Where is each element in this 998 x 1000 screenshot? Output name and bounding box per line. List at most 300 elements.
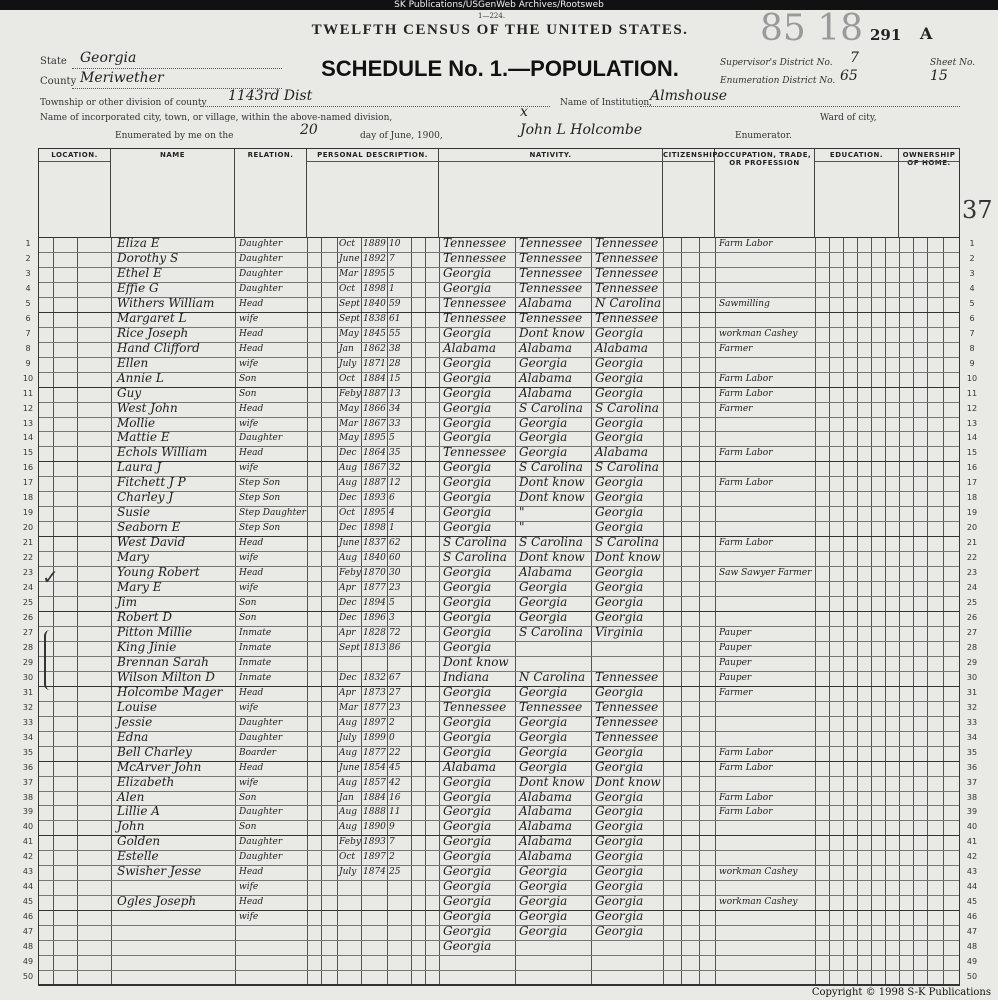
birthplace-mother: Tennessee [595,729,659,744]
birthplace-mother: Georgia [595,520,644,535]
age-cell: 30 [389,568,401,579]
birth-year: 1857 [363,777,386,788]
table-row [22,789,978,806]
education-header: EDUCATION. [815,149,899,237]
birthplace-father: Georgia [519,430,568,445]
institution-label: Name of Institution, [560,98,653,108]
birthplace-mother: Georgia [595,385,644,400]
enum-district-value: 65 [840,68,858,84]
birth-month: Dec [339,523,357,534]
table-row [25,280,975,297]
birth-year: 1897 [363,717,386,728]
table-row [22,714,978,731]
birth-month: Sept [339,298,360,309]
person-name: Guy [117,385,142,400]
sheet-label: Sheet No. [930,58,976,68]
person-name: Mary [117,550,149,565]
birth-month: Oct [339,852,356,863]
birthplace-person: Georgia [443,744,492,759]
birth-year: 1838 [363,313,386,324]
birthplace-father: Georgia [519,744,568,759]
birthplace-person: Alabama [443,340,497,355]
relation-cell: Son [239,388,257,399]
birthplace-father: Alabama [519,789,573,804]
birth-year: 1845 [363,328,386,339]
birthplace-mother: Georgia [595,819,644,834]
row-number: 45 [22,897,34,907]
occupation-cell: Pauper [719,672,752,683]
birthplace-mother: Georgia [595,759,644,774]
row-number-right: 9 [969,358,975,368]
birth-year: 1895 [363,433,386,444]
birth-year: 1873 [363,687,386,698]
occupation-header: OCCUPATION, TRADE, OR PROFESSION [715,149,815,237]
person-name: Effie G [117,280,159,295]
occupation-cell: Farmer [719,343,753,354]
township-label: Township or other division of county [40,98,207,108]
birth-year: 1898 [363,523,386,534]
occupation-cell: Farm Labor [719,538,773,549]
row-number-right: 28 [966,642,978,652]
birthplace-mother: Georgia [595,505,644,520]
age-cell: 55 [389,328,401,339]
city-label: Name of incorporated city, town, or village, within the above-named division, [40,113,393,123]
table-row [22,610,978,626]
row-number: 42 [22,852,34,862]
copyright: Copyright © 1998 S-K Publications [809,987,994,998]
census-title: TWELFTH CENSUS OF THE UNITED STATES. [311,22,689,38]
birth-year: 1889 [363,239,386,249]
citizenship-header: CITIZENSHIP. [663,149,715,237]
birth-year: 1877 [363,583,386,594]
occupation-cell: workman Cashey [719,328,798,339]
institution-value: Almshouse [650,88,727,104]
birthplace-father: S Carolina [519,535,583,550]
birth-month: Dec [339,613,357,623]
table-row [22,654,978,671]
row-number: 50 [22,972,34,982]
age-cell: 4 [389,508,395,519]
row-number-right: 40 [966,822,978,832]
birthplace-person: Georgia [443,864,492,879]
row-number-right: 14 [966,433,978,443]
birthplace-father: Georgia [519,714,568,729]
age-cell: 9 [389,822,395,833]
relation-cell: wife [239,418,259,429]
occupation-cell: workman Cashey [719,897,798,908]
table-row [22,460,978,476]
person-name: Mattie E [117,430,170,445]
birthplace-father: Georgia [519,879,568,894]
table-row [22,400,978,417]
relation-cell: Inmate [239,657,272,668]
occupation-cell: Farm Labor [719,792,773,803]
birth-year: 1899 [363,732,386,743]
relation-cell: Head [239,867,264,878]
table-row [22,669,978,686]
birthplace-person: Georgia [443,505,492,520]
birthplace-person: Georgia [443,849,492,864]
birthplace-mother: Georgia [595,355,644,370]
ward-label: Ward of city, [820,113,877,123]
age-cell: 42 [389,777,401,788]
age-cell: 22 [389,747,401,758]
birthplace-person: S Carolina [443,535,507,550]
birth-month: Feby [339,568,361,579]
table-body [22,236,978,985]
relation-cell: Daughter [239,807,283,818]
birth-year: 1884 [363,373,386,384]
birthplace-father: Dont know [519,550,585,565]
person-name: Estelle [117,849,159,864]
row-number: 16 [22,463,34,473]
person-name: Edna [117,729,149,744]
row-number: 10 [22,373,34,383]
person-name: Golden [117,834,161,849]
birth-month: Dec [339,493,357,504]
row-number-right: 23 [966,568,978,578]
enumerator-label: Enumerator. [735,131,792,141]
age-cell: 12 [389,478,401,489]
birth-year: 1898 [363,283,386,294]
birthplace-father: Alabama [519,834,573,849]
age-cell: 35 [389,448,401,459]
birth-year: 1864 [363,448,386,459]
row-number-right: 34 [966,732,978,742]
table-row [22,445,978,461]
row-number: 3 [25,268,31,278]
birthplace-father: Dont know [519,490,585,505]
row-number: 39 [22,807,34,817]
birth-year: 1877 [363,747,386,758]
row-number: 9 [25,358,31,368]
birthplace-mother: Tennessee [595,280,659,295]
age-cell: 38 [389,343,401,354]
row-number-right: 42 [966,852,978,862]
age-cell: 11 [389,807,401,818]
row-number: 12 [22,403,34,413]
birthplace-father: Georgia [519,445,568,460]
row-number-right: 45 [966,897,978,907]
enumerated-prefix: Enumerated by me on the [115,131,234,141]
person-name: Dorothy S [117,250,179,265]
age-cell: 59 [389,298,401,309]
birthplace-father: Georgia [519,355,568,370]
birthplace-mother: Georgia [595,565,644,580]
birthplace-person: Georgia [443,714,492,729]
age-cell: 5 [389,598,395,609]
person-name: Annie L [117,370,164,385]
birth-month: May [339,328,359,339]
age-cell: 23 [389,583,401,594]
birthplace-father: Georgia [519,610,568,624]
row-number: 49 [22,957,34,967]
birthplace-father: Georgia [519,864,568,879]
person-name: Jim [117,595,138,610]
relation-cell: Head [239,568,264,579]
birth-month: July [339,358,357,369]
row-number: 22 [22,553,34,563]
row-rule [39,984,959,985]
row-number: 32 [22,702,34,712]
person-name: Rice Joseph [117,325,189,340]
birth-month: Mar [339,418,358,429]
birth-month: Feby [339,388,361,399]
birthplace-person: Georgia [443,879,492,894]
occupation-cell: Farm Labor [719,239,773,249]
birthplace-mother: Tennessee [595,714,659,729]
birthplace-person: Georgia [443,430,492,445]
birthplace-father: Dont know [519,774,585,789]
row-number-right: 10 [966,373,978,383]
birth-month: Sept [339,313,360,324]
table-row [22,849,978,865]
relation-cell: wife [239,777,259,788]
birthplace-person: Georgia [443,834,492,849]
birth-year: 1893 [363,837,386,848]
age-cell: 15 [389,373,401,384]
person-name: Ellen [117,355,149,370]
row-number-right: 20 [966,523,978,533]
relation-cell: Son [239,613,257,623]
birth-month: Mar [339,268,358,279]
table-row [22,535,978,551]
birth-year: 1888 [363,807,386,818]
birthplace-father: Georgia [519,729,568,744]
birthplace-mother: Georgia [595,909,644,924]
birth-year: 1832 [363,672,386,683]
row-number-right: 15 [966,448,978,458]
table-row [22,819,978,835]
table-row [22,804,978,820]
birth-month: Apr [339,583,356,594]
row-number: 46 [22,912,34,922]
person-name: Fitchett J P [117,475,186,490]
table-row [22,595,978,611]
row-number: 47 [22,927,34,937]
sheet-value: 15 [930,68,948,84]
row-number-right: 3 [969,268,975,278]
birthplace-mother: Georgia [595,879,644,894]
birthplace-mother: Tennessee [595,310,659,325]
person-name: Robert D [117,610,173,624]
relation-cell: Step Daughter [239,508,306,519]
table-row [22,520,978,536]
birthplace-person: Georgia [443,565,492,580]
age-cell: 0 [389,732,395,743]
birth-month: Feby [339,837,361,848]
table-row [22,624,978,641]
person-name: Bell Charley [117,744,192,759]
bracket-mark [44,630,62,690]
relation-cell: Daughter [239,837,283,848]
row-number: 23 [22,568,34,578]
birthplace-person: Tennessee [443,445,507,460]
birth-month: Aug [339,463,358,474]
birthplace-person: Indiana [443,669,490,684]
occupation-cell: Farm Labor [719,762,773,773]
birthplace-father: Georgia [519,684,568,699]
state-value: Georgia [80,50,137,66]
birth-year: 1871 [363,358,386,369]
row-number-right: 22 [966,553,978,563]
relation-cell: Head [239,897,264,908]
table-row [22,580,978,596]
row-number-right: 25 [966,598,978,608]
age-cell: 72 [389,627,401,638]
birth-month: July [339,867,357,878]
birthplace-mother: N Carolina [595,295,662,310]
person-name: Mollie [117,415,156,430]
ownership-header: OWNERSHIP OF HOME. [899,149,959,237]
relation-cell: Head [239,687,264,698]
page-number: 291 [870,26,902,44]
birthplace-person: Georgia [443,924,492,939]
row-number-right: 36 [966,762,978,772]
relation-cell: wife [239,358,259,369]
birthplace-mother: Dont know [595,550,661,565]
occupation-cell: Farm Labor [719,478,773,489]
birthplace-person: Georgia [443,684,492,699]
table-row [22,684,978,701]
birthplace-father: Alabama [519,385,573,400]
birthplace-father: Tennessee [519,699,583,714]
birthplace-person: Georgia [443,729,492,744]
birthplace-mother: Georgia [595,475,644,490]
person-name: Mary E [117,580,162,595]
name-header: NAME [111,149,235,237]
city-value: x [520,104,528,120]
row-number: 15 [22,448,34,458]
birth-year: 1890 [363,822,386,833]
person-name: Elizabeth [117,774,175,789]
birthplace-father: Alabama [519,565,573,580]
row-number-right: 50 [966,972,978,982]
row-number-right: 35 [966,747,978,757]
birth-month: Dec [339,672,357,683]
stamp-number: 85 18 [760,8,864,49]
row-number: 11 [22,388,34,398]
relation-cell: Head [239,328,264,339]
birth-month: Oct [339,373,356,384]
table-row [22,550,978,566]
table-row [22,744,978,761]
birth-year: 1887 [363,478,386,489]
birthplace-mother: Georgia [595,864,644,879]
birthplace-mother: Georgia [595,894,644,909]
birth-year: 1884 [363,792,386,803]
relation-cell: Daughter [239,283,283,294]
age-cell: 27 [389,687,401,698]
row-number-right: 24 [966,583,978,593]
occupation-cell: Farmer [719,687,753,698]
birth-year: 1840 [363,298,386,309]
age-cell: 34 [389,403,401,414]
birthplace-father: Alabama [519,340,573,355]
table-row [25,310,975,327]
occupation-cell: Farm Labor [719,807,773,818]
row-number-right: 46 [966,912,978,922]
row-number: 40 [22,822,34,832]
row-number: 38 [22,792,34,802]
row-number: 43 [22,867,34,877]
age-cell: 1 [389,523,395,534]
enumeration-day: 20 [300,122,318,138]
row-number: 4 [25,283,31,293]
person-name: Swisher Jesse [117,864,202,879]
occupation-cell: Farm Labor [719,388,773,399]
table-row [22,864,978,880]
birthplace-mother: Georgia [595,580,644,595]
row-number-right: 19 [966,508,978,518]
birthplace-mother: Tennessee [595,250,659,265]
birthplace-father: Tennessee [519,250,583,265]
birthplace-mother: Georgia [595,610,644,624]
age-cell: 6 [389,493,395,504]
birth-month: Dec [339,448,357,459]
row-number-right: 37 [966,777,978,787]
relation-cell: Daughter [239,852,283,863]
birth-year: 1874 [363,867,386,878]
birth-month: Aug [339,747,358,758]
birthplace-father: Alabama [519,295,573,310]
person-name: Jessie [117,714,153,729]
row-number-right: 32 [966,702,978,712]
enum-district-label: Enumeration District No. [720,76,836,86]
table-row [22,834,978,850]
birthplace-person: Georgia [443,265,492,280]
row-number-right: 1 [969,239,975,248]
margin-number: 37 [962,196,993,224]
birthplace-father: " [519,520,525,535]
birthplace-mother: Tennessee [595,699,659,714]
person-name: West David [117,535,186,550]
occupation-cell: Saw Sawyer Farmer [719,568,812,579]
relation-cell: wife [239,702,259,713]
relation-cell: Head [239,403,264,414]
birthplace-person: Georgia [443,385,492,400]
row-number: 17 [22,478,34,488]
birth-month: Aug [339,717,358,728]
person-name: John [117,819,145,834]
person-name: Ogles Joseph [117,894,197,909]
relation-cell: Son [239,822,257,833]
relation-cell: wife [239,463,259,474]
birthplace-father: Georgia [519,924,568,939]
person-name: Eliza E [117,236,160,250]
birthplace-person: Georgia [443,804,492,819]
age-cell: 86 [389,642,401,653]
birth-month: Dec [339,598,357,609]
row-number: 8 [25,343,31,353]
person-name: McArver John [117,759,202,774]
relation-cell: wife [239,912,259,923]
birthplace-father: Alabama [519,819,573,834]
relation-cell: Daughter [239,717,283,728]
age-cell: 45 [389,762,401,773]
table-row [25,236,975,252]
row-number-right: 13 [966,418,978,428]
birthplace-father: Tennessee [519,310,583,325]
person-name: Louise [117,699,158,714]
row-number-right: 27 [966,627,978,637]
relation-cell: Son [239,792,257,803]
birthplace-mother: Georgia [595,595,644,610]
occupation-cell: Farmer [719,403,753,414]
table-row [22,475,978,491]
birthplace-mother: Tennessee [595,236,659,250]
table-row [22,639,978,656]
